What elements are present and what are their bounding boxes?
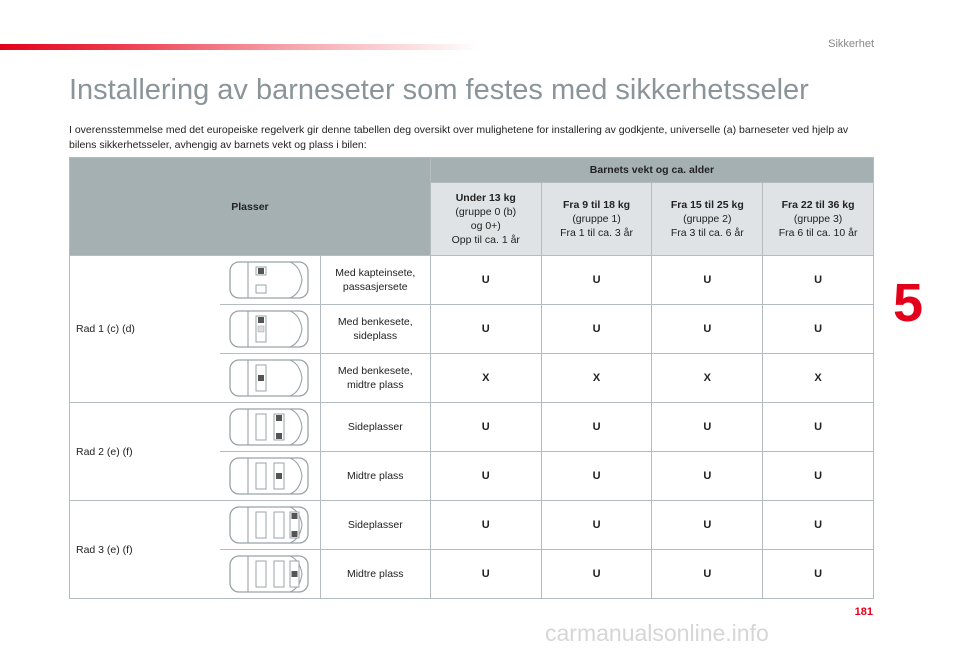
value-cell: U [763,256,874,305]
watermark-text: carmanualsonline.info [545,620,769,646]
group-line: Opp til ca. 1 år [451,234,520,246]
value-cell: X [652,354,763,403]
car-seat-diagram-icon [220,550,320,599]
value-cell: U [652,452,763,501]
value-cell: U [652,501,763,550]
value-cell: U [541,403,652,452]
group-line: Fra 6 til ca. 10 år [778,227,858,239]
row-label: Rad 3 (e) (f) [70,501,220,599]
value-cell: U [430,403,541,452]
seat-line: Midtre plass [346,568,404,580]
group-line: (gruppe 2) [683,213,732,225]
value-cell: U [541,501,652,550]
seat-position [320,501,430,550]
group-line: Fra 3 til ca. 6 år [670,227,744,239]
value-cell: U [430,256,541,305]
group-weight: Under 13 kg [455,192,516,204]
seat-line: Sideplasser [347,519,403,531]
value-cell: U [652,305,763,354]
places-header: Plasser [70,158,431,256]
group-line: (gruppe 1) [572,213,621,225]
value-cell: U [541,452,652,501]
table-row [70,501,874,550]
row-label: Rad 1 (c) (d) [70,256,220,403]
header-accent-bar [0,44,480,50]
value-cell: U [652,403,763,452]
car-seat-diagram-icon [220,403,320,452]
seat-line: passasjersete [342,281,408,293]
value-cell: X [541,354,652,403]
group-header [763,183,874,256]
car-seat-diagram-icon [220,305,320,354]
seat-line: midtre plass [346,379,404,391]
value-cell: U [430,305,541,354]
seat-line: Midtre plass [346,470,404,482]
value-cell: U [763,550,874,599]
group-header [430,183,541,256]
section-name: Sikkerhet [828,38,874,50]
car-seat-diagram-icon [220,501,320,550]
value-cell: U [541,550,652,599]
seat-line: Med kapteinsete, [335,267,416,279]
car-seat-diagram-icon [220,452,320,501]
value-cell: X [430,354,541,403]
value-cell: U [541,256,652,305]
seat-line: Med benkesete, [337,365,413,377]
value-cell: U [763,501,874,550]
group-line: og 0+) [470,220,501,232]
group-weight: Fra 9 til 18 kg [562,199,631,211]
intro-paragraph: I overensstemmelse med det europeiske regelverk gir denne tabellen deg oversikt over mulighetene for installering av godkjente, universelle (a) barneseter ved hjelp av bilens sikkerhetsseler, avhengig av barnets vekt og plass i bilen: [69,124,849,151]
table-row [70,403,874,452]
value-cell: U [652,256,763,305]
value-cell: U [430,501,541,550]
seat-line: Med benkesete, [337,316,413,328]
group-line: (gruppe 0 (b) [455,206,517,218]
group-weight: Fra 22 til 36 kg [781,199,855,211]
seat-position [320,403,430,452]
value-cell: U [541,305,652,354]
seat-position [320,550,430,599]
value-cell: U [430,550,541,599]
value-cell: U [763,305,874,354]
value-cell: U [430,452,541,501]
group-line: Fra 1 til ca. 3 år [560,227,634,239]
value-cell: X [763,354,874,403]
seat-position [320,305,430,354]
seat-position [320,354,430,403]
value-cell: U [763,403,874,452]
car-seat-diagram-icon [220,256,320,305]
row-label: Rad 2 (e) (f) [70,403,220,501]
table-row [70,256,874,305]
group-line: (gruppe 3) [793,213,843,225]
seat-position [320,256,430,305]
group-header [541,183,652,256]
weight-header: Barnets vekt og ca. alder [430,158,873,183]
chapter-number: 5 [893,273,924,333]
car-seat-diagram-icon [220,354,320,403]
group-weight: Fra 15 til 25 kg [670,199,744,211]
value-cell: U [652,550,763,599]
page-title: Installering av barneseter som festes med sikkerhetsseler [69,74,809,106]
page-number: 181 [854,606,873,618]
value-cell: U [763,452,874,501]
child-seat-table [69,157,874,599]
seat-line: Sideplasser [347,421,403,433]
group-header [652,183,763,256]
seat-position [320,452,430,501]
seat-line: sideplass [353,330,398,342]
